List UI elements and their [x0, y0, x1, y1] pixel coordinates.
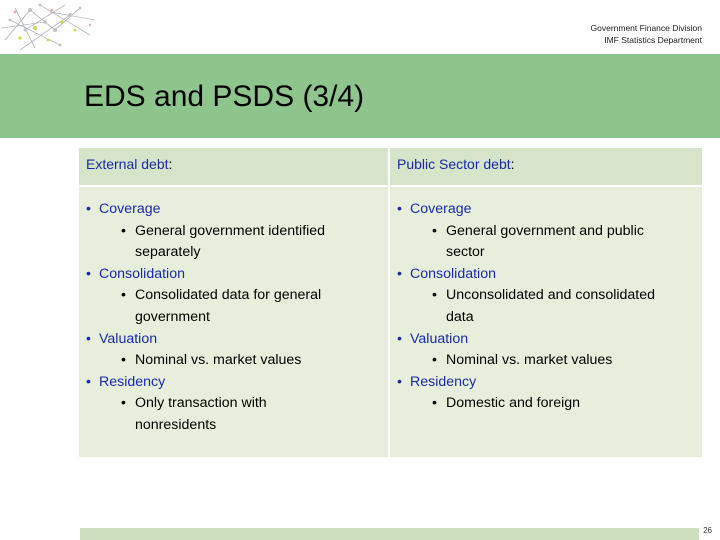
- sub-bullet-item: • General government and public sector: [397, 221, 661, 264]
- footer-bar: [80, 528, 699, 540]
- external-debt-column: [79, 148, 388, 457]
- bullet-item: • Coverage: [397, 199, 686, 221]
- department-header: [591, 22, 703, 46]
- comparison-table: [79, 148, 702, 457]
- slide-title: EDS and PSDS (3/4): [84, 80, 365, 113]
- department-name: IMF Statistics Department: [604, 35, 702, 45]
- table-header-cell: [390, 148, 702, 185]
- public-sector-debt-column: [390, 148, 702, 457]
- heading-colon: :: [168, 156, 173, 172]
- sub-bullet-item: • Nominal vs. market values: [86, 350, 375, 372]
- heading-text: External debt: [86, 156, 169, 172]
- network-logo: [0, 0, 105, 55]
- sub-bullet-item: • Domestic and foreign: [397, 393, 686, 415]
- bullet-item: • Coverage: [86, 199, 375, 221]
- division-name: Government Finance Division: [590, 23, 702, 33]
- sub-bullet-item: • General government identified separately: [86, 221, 335, 264]
- bullet-item: • Residency: [86, 372, 375, 394]
- table-header-cell: [79, 148, 388, 185]
- title-band-edge: [712, 54, 720, 138]
- bullet-list: [397, 199, 686, 415]
- sub-bullet-item: • Nominal vs. market values: [397, 350, 686, 372]
- sub-bullet-item: • Unconsolidated and consolidated data: [397, 285, 671, 328]
- sub-bullet-item: • Consolidated data for general government: [86, 285, 353, 328]
- bullet-item: • Consolidation: [86, 264, 375, 286]
- heading-text: Public Sector debt: [397, 156, 511, 172]
- bullet-item: • Residency: [397, 372, 686, 394]
- page-number: 26: [703, 526, 712, 535]
- sub-bullet-item: • Only transaction with nonresidents: [86, 393, 300, 436]
- bullet-list: [86, 199, 375, 437]
- heading-colon: :: [510, 156, 515, 172]
- column-heading: [397, 156, 515, 172]
- bullet-item: • Valuation: [397, 329, 686, 351]
- column-heading: [86, 156, 172, 172]
- bullet-item: • Valuation: [86, 329, 375, 351]
- bullet-item: • Consolidation: [397, 264, 686, 286]
